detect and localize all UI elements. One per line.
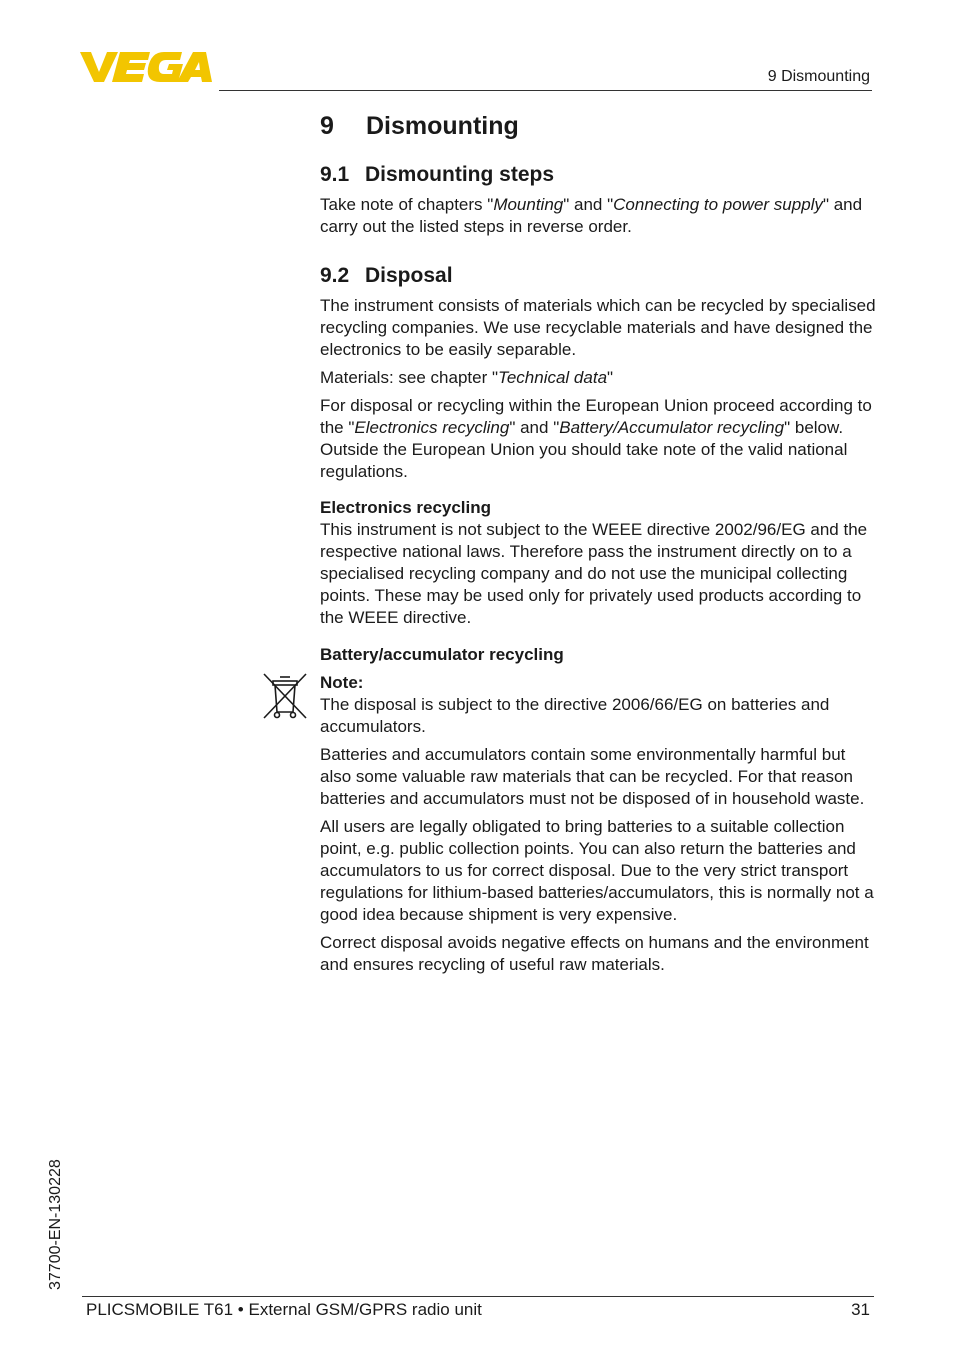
dismounting-steps-text: Take note of chapters "Mounting" and "Connecting to power supply" and carry out the listed steps in reverse order.	[320, 195, 863, 236]
eu-disposal-text: For disposal or recycling within the European Union proceed according to the "Electronics recycling" and "Battery/Accumulator recycling" below. Outside the European Union you should take note of the valid national regulations.	[320, 396, 872, 481]
section-number: 9.2	[320, 264, 350, 287]
battery-paragraph-3: Correct disposal avoids negative effects on humans and the environment and ensures recycling of useful raw materials.	[320, 933, 869, 974]
footer-divider	[82, 1296, 874, 1297]
section-9-2-heading	[320, 261, 876, 291]
running-header: 9 Dismounting	[767, 68, 870, 85]
materials-reference: Materials: see chapter "Technical data"	[320, 368, 614, 387]
section-title: Disposal	[365, 264, 453, 287]
section-number: 9.1	[320, 163, 350, 186]
chapter-number: 9	[320, 112, 334, 140]
electronics-recycling-heading: Electronics recycling	[320, 498, 492, 517]
battery-paragraph-2: All users are legally obligated to bring batteries to a suitable collection point, e.g. public collection points. You can also return the batteries and accumulators to us for correct disposal. Due to the very strict transport regulations for lithium-based batteries/accumulators, this is normally not a good idea because shipment is very expensive.	[320, 817, 874, 924]
footer-product-title: PLICSMOBILE T61 • External GSM/GPRS radio unit	[86, 1300, 482, 1319]
electronics-recycling-text: This instrument is not subject to the WEEE directive 2002/96/EG and the respective national laws. Therefore pass the instrument directly on to a specialised recycling company and do not use the municipal collecting points. These may be used only for privately used products according to the WEEE directive.	[320, 520, 868, 627]
page-number: 31	[851, 1300, 870, 1319]
header-divider	[219, 90, 872, 91]
section-title: Dismounting steps	[365, 163, 555, 186]
chapter-heading	[320, 108, 876, 144]
note-label: Note:	[320, 673, 364, 692]
disposal-intro: The instrument consists of materials which can be recycled by specialised recycling companies. We use recyclable materials and have designed the electronics to be easily separable.	[320, 296, 876, 359]
note-text: The disposal is subject to the directive 2006/66/EG on batteries and accumulators.	[320, 695, 830, 736]
vega-logo	[80, 50, 212, 84]
battery-paragraph-1: Batteries and accumulators contain some environmentally harmful but also some valuable raw materials that can be recycled. For that reason batteries and accumulators must not be disposed of in household waste.	[320, 745, 865, 808]
document-code: 37700-EN-130228	[47, 1159, 64, 1290]
battery-recycling-heading: Battery/accumulator recycling	[320, 645, 564, 664]
section-9-1-heading	[320, 160, 876, 190]
page-content	[320, 108, 876, 982]
crossed-out-wheelie-bin-icon	[262, 672, 308, 720]
note-block	[320, 672, 876, 738]
chapter-title: Dismounting	[366, 112, 519, 140]
